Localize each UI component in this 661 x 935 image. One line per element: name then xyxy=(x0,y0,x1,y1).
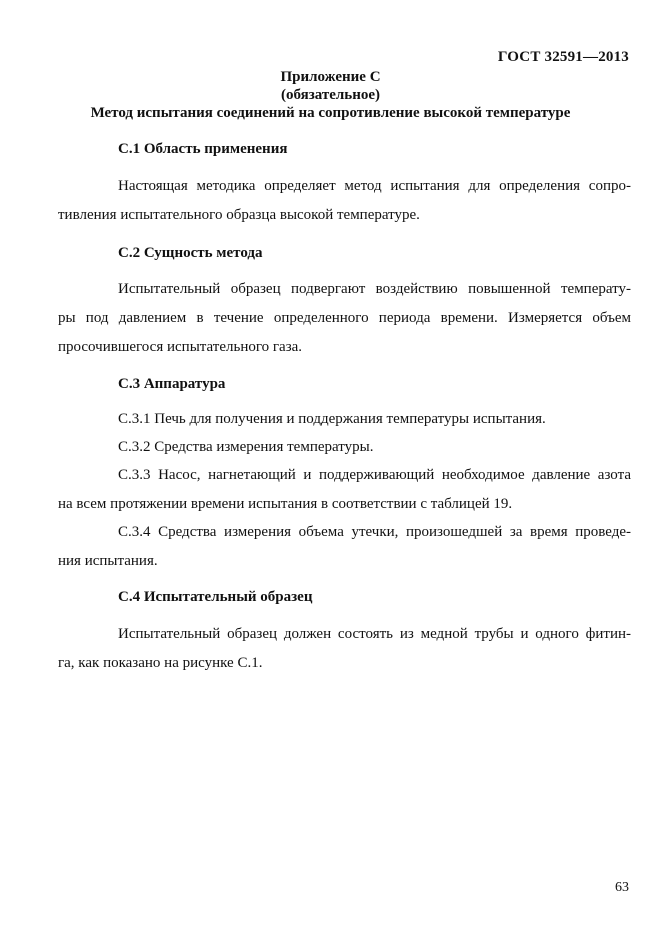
paragraph-line: Испытательный образец должен состоять из медной трубы и одного фитин- xyxy=(118,626,631,642)
paragraph-line: га, как показано на рисунке С.1. xyxy=(58,655,263,671)
paragraph-line: просочившегося испытательного газа. xyxy=(58,339,303,355)
section-heading-c2: С.2 Сущность метода xyxy=(118,245,263,261)
document-code: ГОСТ 32591—2013 xyxy=(497,49,629,65)
paragraph xyxy=(58,433,631,462)
paragraph-line: С.3.3 Насос, нагнетающий и поддерживающий необходимое давление азота xyxy=(118,467,631,483)
paragraph-line: на всем протяжении времени испытания в соответствии с таблицей 19. xyxy=(58,496,513,512)
paragraph xyxy=(58,275,631,362)
paragraph xyxy=(58,461,631,519)
section-heading-c4: С.4 Испытательный образец xyxy=(118,589,313,605)
paragraph-line: тивления испытательного образца высокой температуре. xyxy=(58,207,420,223)
paragraph-line: ния испытания. xyxy=(58,553,158,569)
appendix-subject: Метод испытания соединений на сопротивление высокой температуре xyxy=(90,105,571,121)
appendix-status: (обязательное) xyxy=(280,87,381,103)
paragraph-line: С.3.1 Печь для получения и поддержания температуры испытания. xyxy=(118,411,546,427)
paragraph xyxy=(58,620,631,678)
paragraph xyxy=(58,405,631,434)
page-number: 63 xyxy=(615,880,629,895)
section-heading-c1: С.1 Область применения xyxy=(118,141,288,157)
paragraph-line: С.3.4 Средства измерения объема утечки, произошедшей за время проведе- xyxy=(118,524,631,540)
paragraph-line: Настоящая методика определяет метод испытания для определения сопро- xyxy=(118,178,631,194)
paragraph xyxy=(58,518,631,576)
paragraph xyxy=(58,172,631,230)
section-heading-c3: С.3 Аппаратура xyxy=(118,376,226,392)
paragraph-line: С.3.2 Средства измерения температуры. xyxy=(118,439,374,455)
appendix-title: Приложение С xyxy=(280,69,381,85)
paragraph-line: Испытательный образец подвергают воздействию повышенной температу- xyxy=(118,281,631,297)
paragraph-line: ры под давлением в течение определенного периода времени. Измеряется объем xyxy=(58,310,631,326)
